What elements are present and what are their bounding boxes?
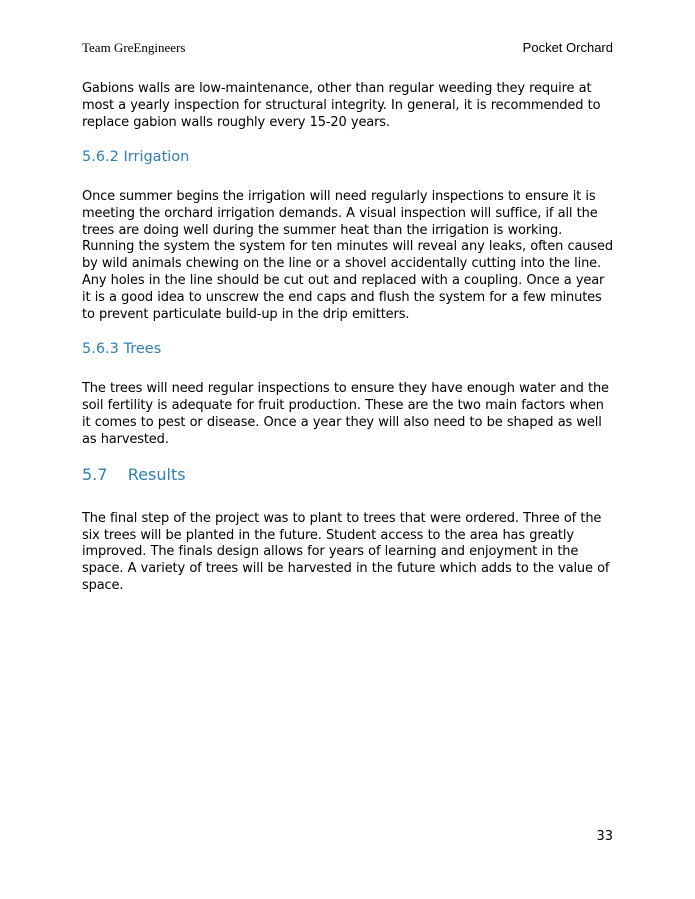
page-content [82,81,616,595]
header-team-name: Team GreEngineers [82,40,186,55]
irrigation-heading: 5.6.2 Irrigation [82,148,190,165]
trees-paragraph: The trees will need regular inspections to ensure they have enough water and the soil fertility is adequate for fruit production. These are the two main factors when it comes to pest or disease. Once a year they will also need to be shaped as well as harvested. [82,380,609,447]
gabions-paragraph: Gabions walls are low-maintenance, other than regular weeding they require at most a yearly inspection for structural integrity. In general, it is recommended to replace gabion walls roughly every 15-20 years. [82,81,601,130]
results-heading: 5.7 Results [82,464,186,484]
irrigation-paragraph: Once summer begins the irrigation will need regularly inspections to ensure it is meeting the orchard irrigation demands. A visual inspection will suffice, if all the trees are doing well during the summer heat than the irrigation is working. Running the system the system for ten minutes will reveal any leaks, often caused by wild animals chewing on the line or a shovel accidentally cutting into the line. Any holes in the line should be cut out and replaced with a coupling. Once a year it is a good idea to unscrew the end caps and flush the system for a few minutes to prevent particulate build-up in the drip emitters. [82,188,613,323]
trees-heading: 5.6.3 Trees [82,340,162,357]
results-paragraph: The final step of the project was to plant to trees that were ordered. Three of the six trees will be planted in the future. Student access to the area has greatly improved. The finals design allows for years of learning and enjoyment in the space. A variety of trees will be harvested in the future which adds to the value of space. [82,510,610,594]
header-project-title: Pocket Orchard [522,40,613,55]
page-number: 33 [596,829,613,844]
